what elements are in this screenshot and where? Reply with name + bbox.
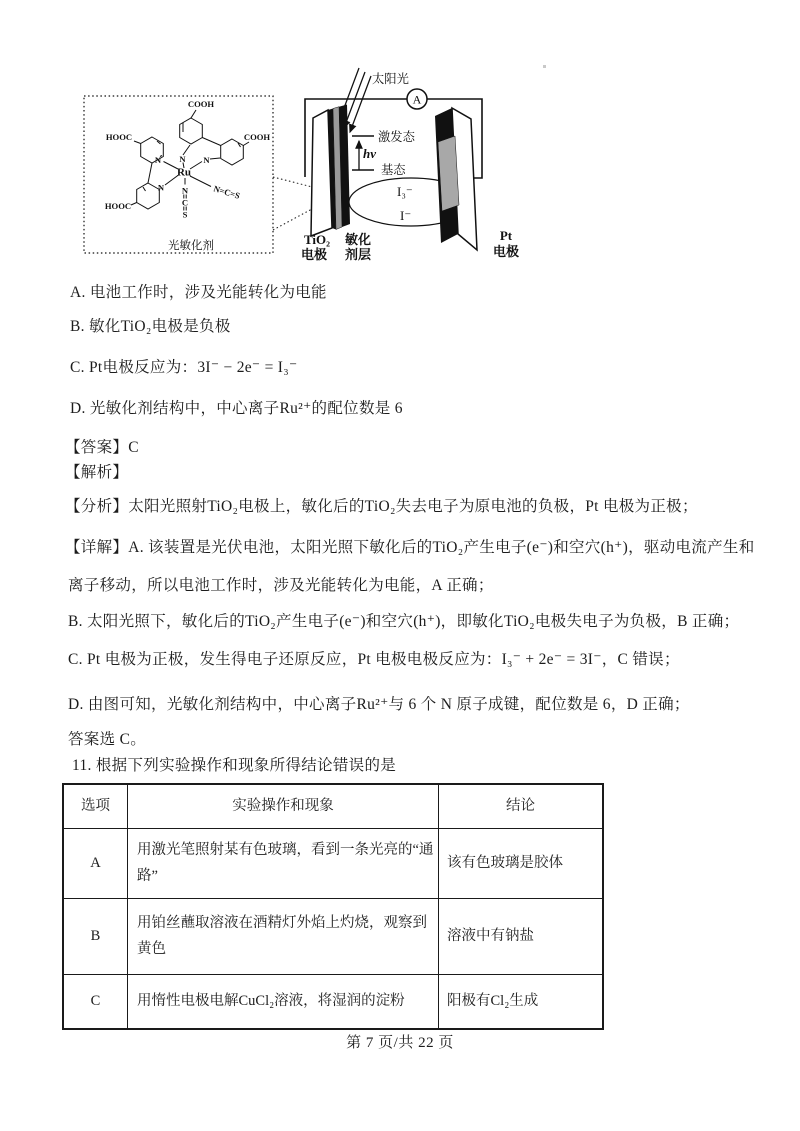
ncs-down-n: N: [181, 185, 189, 196]
n-top-label: N: [179, 154, 186, 164]
ru-complex-labels: [105, 99, 271, 252]
answer-line: 【答案】C: [65, 439, 139, 456]
detail-line-d: D. 由图可知，光敏化剂结构中，中心离子Ru²⁺与 6 个 N 原子成键，配位数是 6，D 正确；: [68, 696, 690, 713]
header-option: 选项: [63, 784, 128, 828]
row-a-option: A: [63, 828, 128, 898]
analysis-line: 【分析】太阳光照射TiO₂电极上，敏化后的TiO₂失去电子为原电池的负极，Pt 电极为正极；: [65, 498, 698, 515]
sensitizer-caption-line1: 敏化: [344, 232, 372, 247]
ru-center-label: Ru: [176, 166, 192, 179]
header-operation: 实验操作和现象: [128, 784, 439, 828]
row-c-conclusion: 阳极有Cl₂生成: [439, 974, 604, 1029]
page-footer: 第 7 页/共 22 页: [346, 1035, 454, 1051]
detail-line-2: 离子移动，所以电池工作时，涉及光能转化为电能，A 正确；: [68, 577, 494, 594]
detail-line-c: C. Pt 电极为正极，发生得电子还原反应，Pt 电极电极反应为：I₃⁻ + 2e⁻ = 3I⁻，C 错误；: [68, 651, 680, 668]
scan-artifact-dot: [543, 65, 546, 68]
option-d: D. 光敏化剂结构中，中心离子Ru²⁺的配位数是 6: [70, 400, 403, 417]
hooc-left-label: HOOC: [105, 132, 133, 142]
hooc-bottom-label: HOOC: [104, 201, 132, 211]
sunlight-label: 太阳光: [372, 72, 409, 86]
detail-line-b: B. 太阳光照下，敏化后的TiO₂产生电子(e⁻)和空穴(h⁺)，即敏化TiO₂电极失电子为负极，B 正确；: [68, 613, 740, 630]
option-b: B. 敏化TiO₂电极是负极: [70, 318, 231, 335]
header-conclusion: 结论: [439, 784, 604, 828]
detail-line-1: 【详解】A. 该装置是光伏电池，太阳光照下敏化后的TiO₂产生电子(e⁻)和空穴(h⁺)，驱动电流产生和: [65, 539, 755, 556]
ncs-down-c: C: [181, 197, 189, 208]
ammeter: [407, 89, 427, 109]
row-a-conclusion: 该有色玻璃是胶体: [439, 828, 604, 898]
row-c-operation: 用惰性电极电解CuCl₂溶液，将湿润的淀粉: [128, 974, 439, 1029]
row-c-option: C: [63, 974, 128, 1029]
pt-gray-layer: [438, 136, 459, 211]
tio2-caption-line1: TiO₂: [303, 232, 331, 247]
cooh-top-label: COOH: [187, 99, 215, 109]
dye-solar-cell-figure: [50, 58, 520, 273]
sensitizer-caption-line2: 剂层: [344, 247, 372, 262]
energy-level-diagram: [352, 129, 416, 177]
pyridine-ring-lower-left: [137, 183, 160, 209]
row-a-operation: 用激光笔照射某有色玻璃，看到一条光亮的“通路”: [128, 828, 439, 898]
ncs-down-s: S: [182, 209, 188, 220]
iodide-label: I⁻: [400, 208, 412, 223]
row-b-operation: 用铂丝蘸取溶液在酒精灯外焰上灼烧，观察到黄色: [128, 898, 439, 974]
photosensitizer-caption: 光敏化剂: [168, 240, 214, 252]
triiodide-label: I₃⁻: [397, 184, 413, 199]
ammeter-label: A: [412, 92, 422, 107]
table-row-b: [63, 898, 603, 974]
ground-state-label: 基态: [381, 163, 406, 177]
n-right-label: N: [203, 155, 210, 165]
answer-choice-line: 答案选 C。: [68, 731, 147, 748]
table-row-c: [63, 974, 603, 1029]
excited-state-label: 激发态: [378, 130, 415, 144]
hv-label: hν: [363, 146, 376, 161]
electrode-captions: [301, 228, 519, 262]
tio2-caption-line2: 电极: [300, 247, 328, 262]
pt-caption-line1: Pt: [499, 228, 513, 243]
pt-electrode: [435, 108, 477, 250]
n-bottom-label: N: [157, 182, 165, 193]
n-left-label: N: [154, 155, 162, 165]
analysis-title: 【解析】: [65, 464, 129, 481]
table-header-row: [63, 784, 603, 828]
tio2-electrode: [311, 105, 350, 237]
cooh-right-label: COOH: [243, 132, 271, 142]
pyridine-ring-right: [221, 139, 244, 165]
question-11-stem: 11. 根据下列实验操作和现象所得结论错误的是: [72, 757, 397, 774]
row-b-conclusion: 溶液中有钠盐: [439, 898, 604, 974]
option-a: A. 电池工作时，涉及光能转化为电能: [70, 284, 327, 301]
table-row-a: [63, 828, 603, 898]
experiment-table: [62, 783, 604, 1030]
option-c: C. Pt电极反应为：3I⁻ − 2e⁻ = I₃⁻: [70, 359, 298, 376]
ncs-right-label: N=C=S: [212, 183, 242, 201]
pt-caption-line2: 电极: [492, 244, 520, 259]
row-b-option: B: [63, 898, 128, 974]
